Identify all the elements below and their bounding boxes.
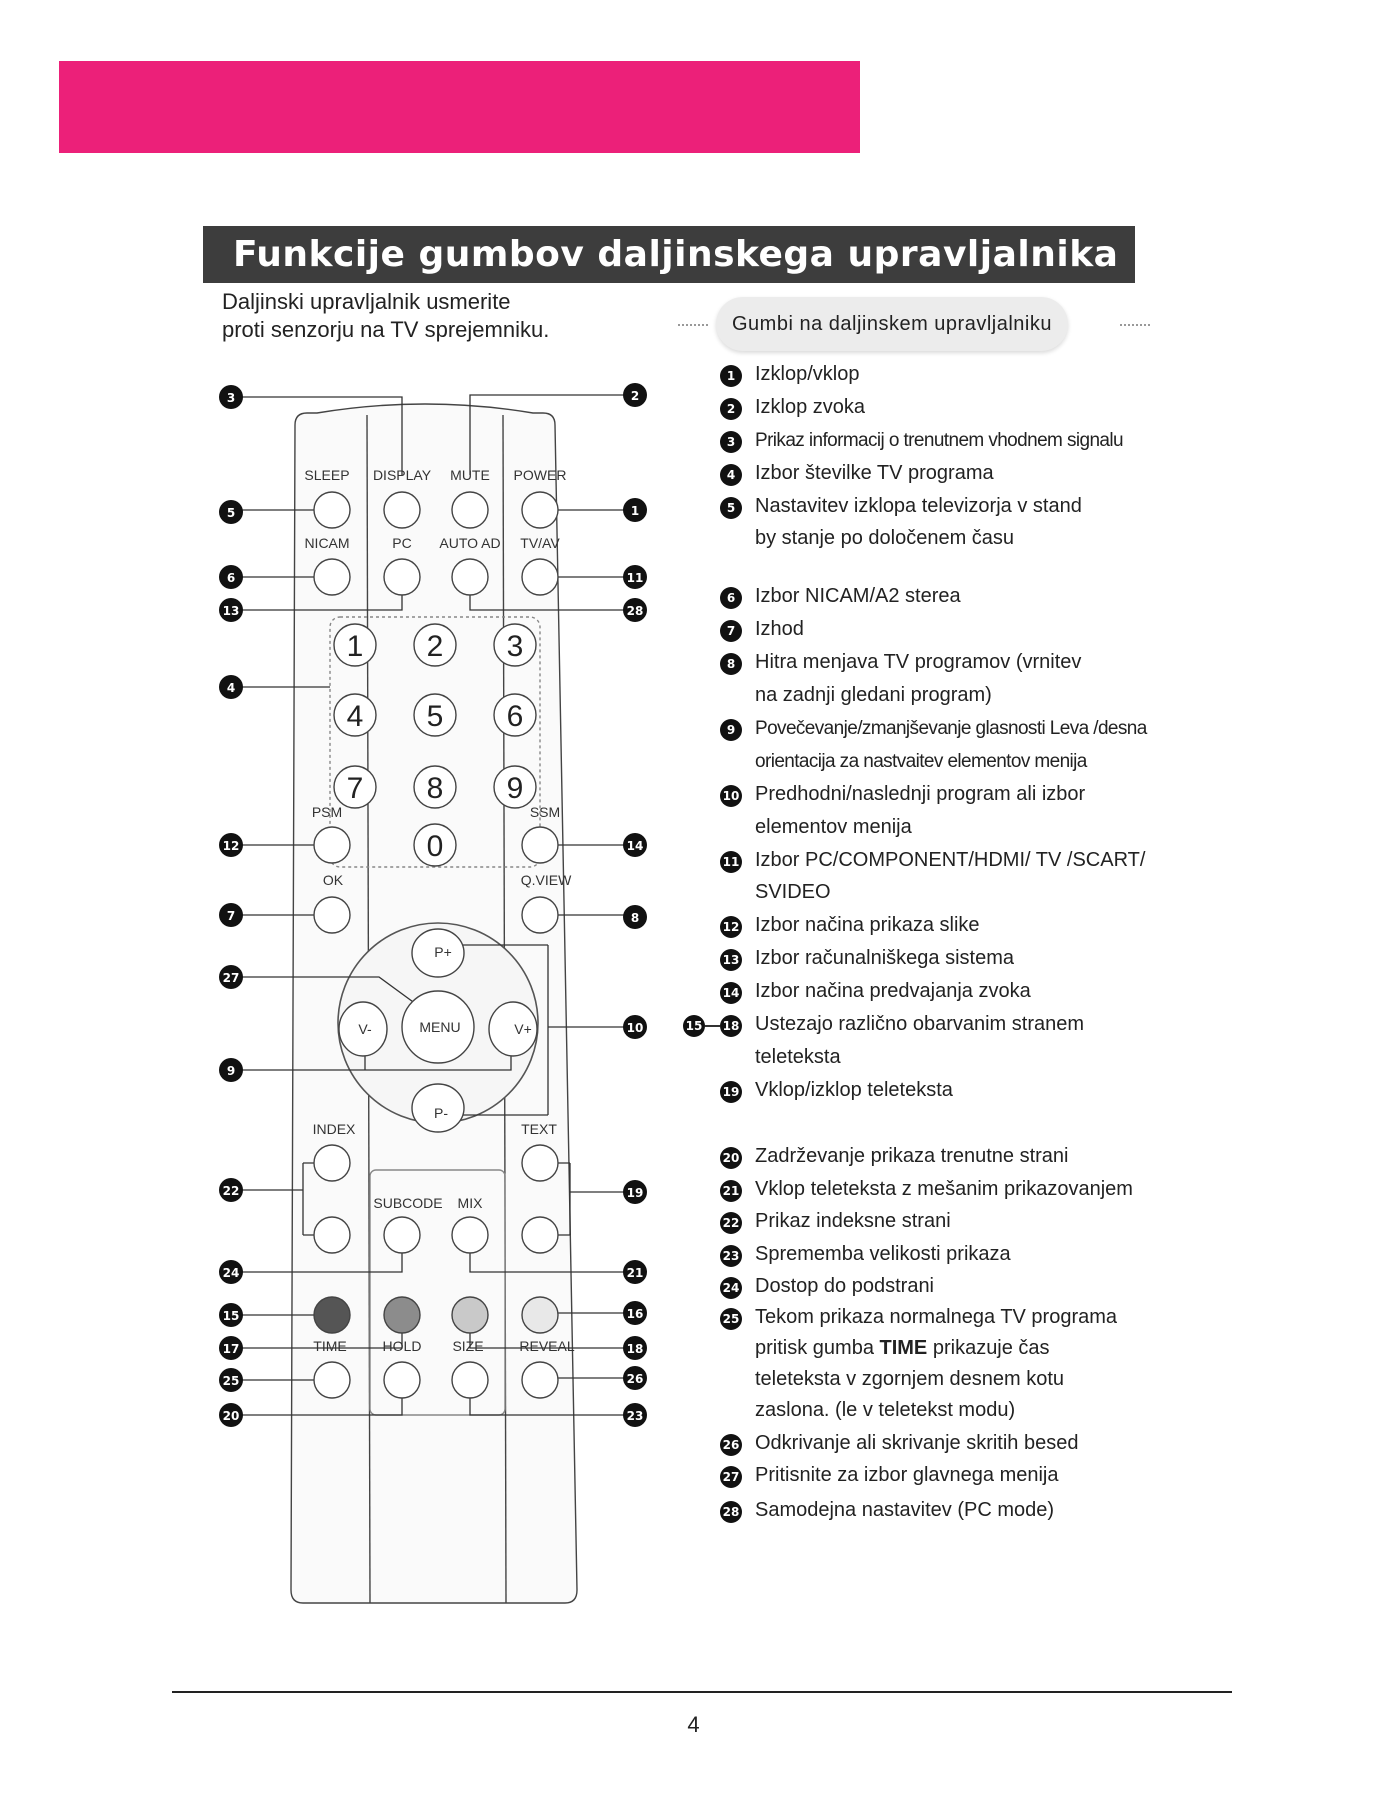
label-ok: OK bbox=[322, 872, 344, 888]
callout-27 bbox=[219, 965, 243, 989]
svg-text:5: 5 bbox=[226, 506, 236, 520]
svg-text:27: 27 bbox=[222, 971, 240, 985]
callout-4 bbox=[219, 675, 243, 699]
callout-21 bbox=[623, 1260, 647, 1284]
label-reveal: REVEAL bbox=[519, 1338, 575, 1354]
digit-0-label: 0 bbox=[426, 830, 444, 863]
item-text: Odkrivanje ali skrivanje skritih besed bbox=[755, 1432, 1079, 1454]
page-title: Funkcije gumbov daljinskega upravljalnika bbox=[233, 234, 1119, 275]
time-keyword: TIME bbox=[879, 1337, 928, 1359]
callout-23 bbox=[623, 1403, 647, 1427]
item-text-cont: by stanje po določenem času bbox=[755, 527, 1015, 549]
list-heading-wrap bbox=[678, 297, 1150, 351]
item-number-badge: 4 bbox=[720, 464, 742, 486]
digit-5-label: 5 bbox=[426, 700, 444, 733]
page-number: 4 bbox=[687, 1712, 700, 1737]
item-text: Vklop teleteksta z mešanim prikazovanjem bbox=[755, 1178, 1133, 1200]
item-number-badge: 23 bbox=[720, 1245, 742, 1267]
item-number-badge: 6 bbox=[720, 587, 742, 609]
callout-15 bbox=[219, 1303, 243, 1327]
item-text: Dostop do podstrani bbox=[755, 1275, 935, 1297]
callout-7 bbox=[219, 903, 243, 927]
reveal-button[interactable] bbox=[522, 1362, 558, 1398]
digit-2-label: 2 bbox=[426, 630, 444, 663]
dotted-rule-left bbox=[678, 324, 708, 326]
index-down-button[interactable] bbox=[314, 1217, 350, 1253]
label-mute: MUTE bbox=[450, 467, 490, 483]
callout-12 bbox=[219, 833, 243, 857]
item-text-cont: teleteksta bbox=[755, 1046, 841, 1068]
item-text: Izbor številke TV programa bbox=[755, 462, 994, 484]
item-text: Samodejna nastavitev (PC mode) bbox=[755, 1499, 1055, 1521]
item-text: Povečevanje/zmanjševanje glasnosti Leva /desna bbox=[755, 718, 1147, 739]
callout-22 bbox=[219, 1178, 243, 1202]
label-qview: Q.VIEW bbox=[520, 872, 572, 888]
size-button[interactable] bbox=[452, 1362, 488, 1398]
item-number-badge: 7 bbox=[720, 620, 742, 642]
callout-9 bbox=[219, 1058, 243, 1082]
pc-button[interactable] bbox=[384, 559, 420, 595]
item-number-badge: 5 bbox=[720, 497, 742, 519]
svg-text:24: 24 bbox=[222, 1266, 240, 1280]
svg-text:16: 16 bbox=[626, 1307, 644, 1321]
callout-10 bbox=[623, 1015, 647, 1039]
callout-28 bbox=[623, 598, 647, 622]
digit-8-label: 8 bbox=[426, 772, 444, 805]
callout-16 bbox=[623, 1301, 647, 1325]
svg-text:8: 8 bbox=[630, 911, 640, 925]
item-text: Tekom prikaza normalnega TV programa bbox=[755, 1306, 1118, 1328]
item-number-badge: 11 bbox=[720, 851, 742, 873]
callout-8 bbox=[623, 905, 647, 929]
hold-button[interactable] bbox=[384, 1362, 420, 1398]
red-key[interactable] bbox=[314, 1297, 350, 1333]
item-number-badge: 25 bbox=[720, 1308, 742, 1330]
item-text: Izklop zvoka bbox=[755, 396, 866, 418]
item-number-badge: 28 bbox=[720, 1501, 742, 1523]
label-psm: PSM bbox=[311, 804, 343, 820]
item-text: Izbor računalniškega sistema bbox=[755, 947, 1015, 969]
svg-text:3: 3 bbox=[226, 391, 236, 405]
label-pc: PC bbox=[392, 535, 412, 551]
svg-text:1: 1 bbox=[630, 504, 640, 518]
item-number-badge: 27 bbox=[720, 1466, 742, 1488]
green-key[interactable] bbox=[384, 1297, 420, 1333]
callout-13 bbox=[219, 598, 243, 622]
tvav-button[interactable] bbox=[522, 559, 558, 595]
item-text: Pritisnite za izbor glavnega menija bbox=[755, 1464, 1059, 1486]
item-number-badge: 1 bbox=[720, 365, 742, 387]
intro-line-1: Daljinski upravljalnik usmerite bbox=[222, 289, 511, 314]
svg-text:13: 13 bbox=[222, 604, 240, 618]
time-button[interactable] bbox=[314, 1362, 350, 1398]
label-ssm: SSM bbox=[529, 804, 561, 820]
footer-rule bbox=[172, 1691, 1232, 1693]
callout-25 bbox=[219, 1368, 243, 1392]
svg-text:4: 4 bbox=[226, 681, 236, 695]
item-number-badge: 12 bbox=[720, 916, 742, 938]
callout-6 bbox=[219, 565, 243, 589]
label-hold: HOLD bbox=[382, 1338, 422, 1354]
item-text-part: pritisk gumba bbox=[755, 1337, 880, 1359]
label-pplus: P+ bbox=[434, 944, 452, 960]
item-text-cont bbox=[755, 1332, 1195, 1365]
item-text: Izhod bbox=[755, 618, 804, 640]
item-number-badge: 26 bbox=[720, 1434, 742, 1456]
item-number-badge: 19 bbox=[720, 1081, 742, 1103]
svg-text:7: 7 bbox=[226, 909, 236, 923]
label-vminus: V- bbox=[358, 1021, 372, 1037]
yellow-key[interactable] bbox=[452, 1297, 488, 1333]
item-text: Predhodni/naslednji program ali izbor bbox=[755, 783, 1086, 805]
label-display: DISPLAY bbox=[372, 467, 432, 483]
item-number-badge: 22 bbox=[720, 1212, 742, 1234]
svg-text:14: 14 bbox=[626, 839, 644, 853]
list-heading: Gumbi na daljinskem upravljalniku bbox=[716, 297, 1068, 351]
svg-text:23: 23 bbox=[626, 1409, 644, 1423]
item-text: Izbor načina predvajanja zvoka bbox=[755, 980, 1031, 1002]
svg-text:20: 20 bbox=[222, 1409, 240, 1423]
index-up-button[interactable] bbox=[314, 1145, 350, 1181]
item-text: Izbor NICAM/A2 sterea bbox=[755, 585, 961, 607]
header-accent-bar bbox=[59, 61, 860, 153]
text-down-button[interactable] bbox=[522, 1217, 558, 1253]
item-number-badge: 13 bbox=[720, 949, 742, 971]
digit-4-label: 4 bbox=[346, 700, 364, 733]
item-text: Zadrževanje prikaza trenutne strani bbox=[755, 1145, 1069, 1167]
qview-button[interactable] bbox=[522, 897, 558, 933]
ssm-button[interactable] bbox=[522, 827, 558, 863]
item-text-cont: teleteksta v zgornjem desnem kotu bbox=[755, 1368, 1065, 1390]
svg-text:25: 25 bbox=[222, 1374, 240, 1388]
callout-24 bbox=[219, 1260, 243, 1284]
svg-text:18: 18 bbox=[626, 1342, 644, 1356]
label-tvav: TV/AV bbox=[520, 535, 560, 551]
label-pminus: P- bbox=[434, 1105, 448, 1121]
svg-text:11: 11 bbox=[626, 571, 644, 585]
display-button[interactable] bbox=[384, 492, 420, 528]
label-sleep: SLEEP bbox=[304, 467, 350, 483]
item-text: Vklop/izklop teleteksta bbox=[755, 1079, 953, 1101]
callout-1 bbox=[623, 498, 647, 522]
callout-14 bbox=[623, 833, 647, 857]
callout-17 bbox=[219, 1336, 243, 1360]
item-number-badge: 3 bbox=[720, 431, 742, 453]
callout-3 bbox=[219, 385, 243, 409]
item-text: Prikaz indeksne strani bbox=[755, 1210, 951, 1232]
digit-1-label: 1 bbox=[346, 630, 364, 663]
label-mix: MIX bbox=[457, 1195, 483, 1211]
item-number-badge: 2 bbox=[720, 398, 742, 420]
item-number-badge: 9 bbox=[720, 719, 742, 741]
label-text: TEXT bbox=[521, 1121, 557, 1137]
intro-line-2: proti senzorju na TV sprejemniku. bbox=[222, 317, 550, 342]
item-text: Prikaz informacij o trenutnem vhodnem signalu bbox=[755, 430, 1123, 451]
item-text-part: prikazuje čas bbox=[927, 1337, 1050, 1359]
item-number-badge-extra: 15 bbox=[683, 1015, 705, 1037]
svg-text:9: 9 bbox=[226, 1064, 236, 1078]
psm-button[interactable] bbox=[314, 827, 350, 863]
label-subcode: SUBCODE bbox=[373, 1195, 443, 1211]
badge-connector bbox=[705, 1025, 720, 1027]
item-number-badge: 18 bbox=[720, 1015, 742, 1037]
label-time: TIME bbox=[313, 1338, 347, 1354]
label-vplus: V+ bbox=[514, 1021, 532, 1037]
digit-3-label: 3 bbox=[506, 630, 524, 663]
digit-7-label: 7 bbox=[346, 772, 364, 805]
svg-text:26: 26 bbox=[626, 1372, 644, 1386]
item-text: Nastavitev izklopa televizorja v stand bbox=[755, 495, 1082, 517]
svg-text:2: 2 bbox=[630, 389, 640, 403]
item-number-badge: 10 bbox=[720, 785, 742, 807]
text-up-button[interactable] bbox=[522, 1145, 558, 1181]
label-size: SIZE bbox=[452, 1338, 484, 1354]
dotted-rule-right bbox=[1120, 324, 1150, 326]
label-nicam: NICAM bbox=[304, 535, 350, 551]
svg-text:19: 19 bbox=[626, 1186, 644, 1200]
callout-2 bbox=[623, 383, 647, 407]
autoad-button[interactable] bbox=[452, 559, 488, 595]
item-text: Izbor načina prikaza slike bbox=[755, 914, 980, 936]
svg-text:15: 15 bbox=[222, 1309, 240, 1323]
item-number-badge: 24 bbox=[720, 1277, 742, 1299]
svg-text:21: 21 bbox=[626, 1266, 644, 1280]
item-number-badge: 14 bbox=[720, 982, 742, 1004]
callout-18 bbox=[623, 1336, 647, 1360]
section-title-bar bbox=[203, 226, 1135, 283]
svg-text:28: 28 bbox=[626, 604, 644, 618]
item-number-badge: 21 bbox=[720, 1180, 742, 1202]
label-index: INDEX bbox=[312, 1121, 356, 1137]
callout-26 bbox=[623, 1366, 647, 1390]
item-text-cont: SVIDEO bbox=[755, 881, 831, 903]
callout-5 bbox=[219, 500, 243, 524]
svg-text:22: 22 bbox=[222, 1184, 240, 1198]
item-text: Izklop/vklop bbox=[755, 363, 860, 385]
ok-button[interactable] bbox=[314, 897, 350, 933]
svg-text:6: 6 bbox=[226, 571, 236, 585]
nicam-button[interactable] bbox=[314, 559, 350, 595]
callout-11 bbox=[623, 565, 647, 589]
item-text: Ustezajo različno obarvanim stranem bbox=[755, 1013, 1085, 1035]
item-text: Izbor PC/COMPONENT/HDMI/ TV /SCART/ bbox=[755, 849, 1146, 871]
item-text-cont: orientacija za nastvaitev elementov menija bbox=[755, 751, 1087, 772]
blue-key[interactable] bbox=[522, 1297, 558, 1333]
item-text: Hitra menjava TV programov (vrnitev bbox=[755, 651, 1082, 673]
digit-9-label: 9 bbox=[506, 772, 524, 805]
svg-text:12: 12 bbox=[222, 839, 240, 853]
label-power: POWER bbox=[513, 467, 567, 483]
remote-control-diagram bbox=[205, 355, 665, 1620]
label-autoad: AUTO AD bbox=[439, 535, 501, 551]
callout-20 bbox=[219, 1403, 243, 1427]
digit-6-label: 6 bbox=[506, 700, 524, 733]
item-number-badge: 8 bbox=[720, 653, 742, 675]
item-number-badge: 20 bbox=[720, 1147, 742, 1169]
subcode-button[interactable] bbox=[384, 1217, 420, 1253]
label-menu: MENU bbox=[419, 1019, 461, 1035]
power-button[interactable] bbox=[522, 492, 558, 528]
svg-text:17: 17 bbox=[222, 1342, 240, 1356]
callout-19 bbox=[623, 1180, 647, 1204]
mute-button[interactable] bbox=[452, 492, 488, 528]
item-text-cont: na zadnji gledani program) bbox=[755, 684, 992, 706]
sleep-button[interactable] bbox=[314, 492, 350, 528]
item-text: Sprememba velikosti prikaza bbox=[755, 1243, 1011, 1265]
svg-text:10: 10 bbox=[626, 1021, 644, 1035]
item-text-cont: zaslona. (le v teletekst modu) bbox=[755, 1399, 1016, 1421]
intro-text bbox=[222, 288, 662, 344]
item-text-cont: elementov menija bbox=[755, 816, 912, 838]
mix-button[interactable] bbox=[452, 1217, 488, 1253]
